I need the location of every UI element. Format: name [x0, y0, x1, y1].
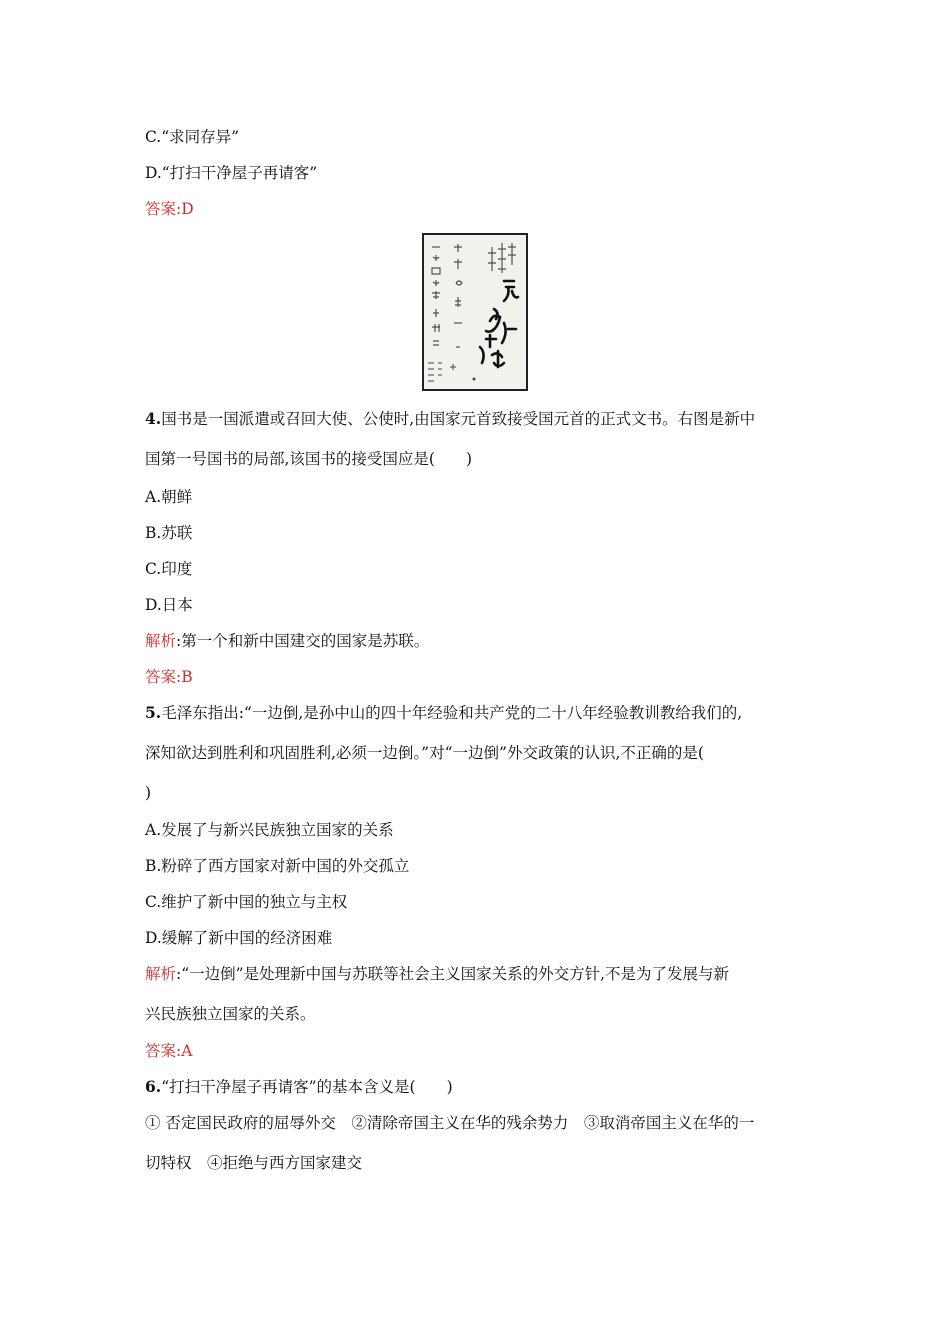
q5-analysis-line2: 兴民族独立国家的关系。	[145, 1005, 316, 1023]
q6-stem-text: “打扫干净屋子再请客”的基本含义是( )	[161, 1078, 453, 1096]
q4-stem-text: 国书是一国派遣或召回大使、公使时,由国家元首致接受国元首的正式文书。右图是新中	[161, 410, 756, 428]
q4-option-b: B.苏联	[145, 524, 193, 542]
q5-option-b: B.粉碎了西方国家对新中国的外交孤立	[145, 857, 410, 875]
analysis-label: 解析	[145, 965, 177, 983]
q5-answer	[145, 1041, 192, 1061]
q4-option-a: A.朝鲜	[145, 488, 193, 506]
q3-option-c: C.“求同存异”	[145, 128, 240, 146]
q6-items-line1: ① 否定国民政府的屈辱外交 ②清除帝国主义在华的残余势力 ③取消帝国主义在华的一	[145, 1114, 755, 1132]
answer-label: 答案	[145, 1042, 177, 1060]
q5-option-c: C.维护了新中国的独立与主权	[145, 893, 348, 911]
q5-stem-line3: )	[145, 784, 152, 802]
answer-value: :A	[176, 1042, 193, 1060]
answer-label: 答案	[145, 200, 177, 218]
question-number: 6.	[145, 1077, 162, 1096]
analysis-label: 解析	[145, 632, 177, 650]
q5-option-a: A.发展了与新兴民族独立国家的关系	[145, 821, 394, 839]
q6-stem	[145, 1077, 453, 1097]
q4-answer	[145, 667, 193, 687]
analysis-text: :“一边倒”是处理新中国与苏联等社会主义国家关系的外交方针,不是为了发展与新	[176, 965, 730, 983]
calligraphy-document-picture	[424, 235, 526, 389]
answer-value: :B	[176, 668, 193, 686]
analysis-text: :第一个和新中国建交的国家是苏联。	[176, 632, 430, 650]
q5-option-d: D.缓解了新中国的经济困难	[145, 929, 333, 947]
answer-value: :D	[176, 200, 194, 218]
q3-option-d: D.“打扫干净屋子再请客”	[145, 164, 318, 182]
q4-stem-line1	[145, 409, 755, 429]
q3-answer	[145, 199, 194, 219]
q5-stem-text: 毛泽东指出:“一边倒,是孙中山的四十年经验和共产党的二十八年经验教训教给我们的,	[161, 704, 743, 722]
q5-stem-line1	[145, 703, 742, 723]
state-credential-image	[422, 233, 528, 391]
q4-option-d: D.日本	[145, 596, 193, 614]
question-number: 4.	[145, 409, 162, 428]
q5-analysis-line1	[145, 964, 729, 984]
q6-items-line2: 切特权 ④拒绝与西方国家建交	[145, 1154, 363, 1172]
q5-stem-line2: 深知欲达到胜利和巩固胜利,必须一边倒。”对“一边倒”外交政策的认识,不正确的是(	[145, 744, 704, 762]
question-number: 5.	[145, 703, 162, 722]
q4-analysis	[145, 631, 429, 651]
answer-label: 答案	[145, 668, 177, 686]
q4-option-c: C.印度	[145, 560, 193, 578]
q4-stem-line2: 国第一号国书的局部,该国书的接受国应是( )	[145, 450, 473, 468]
